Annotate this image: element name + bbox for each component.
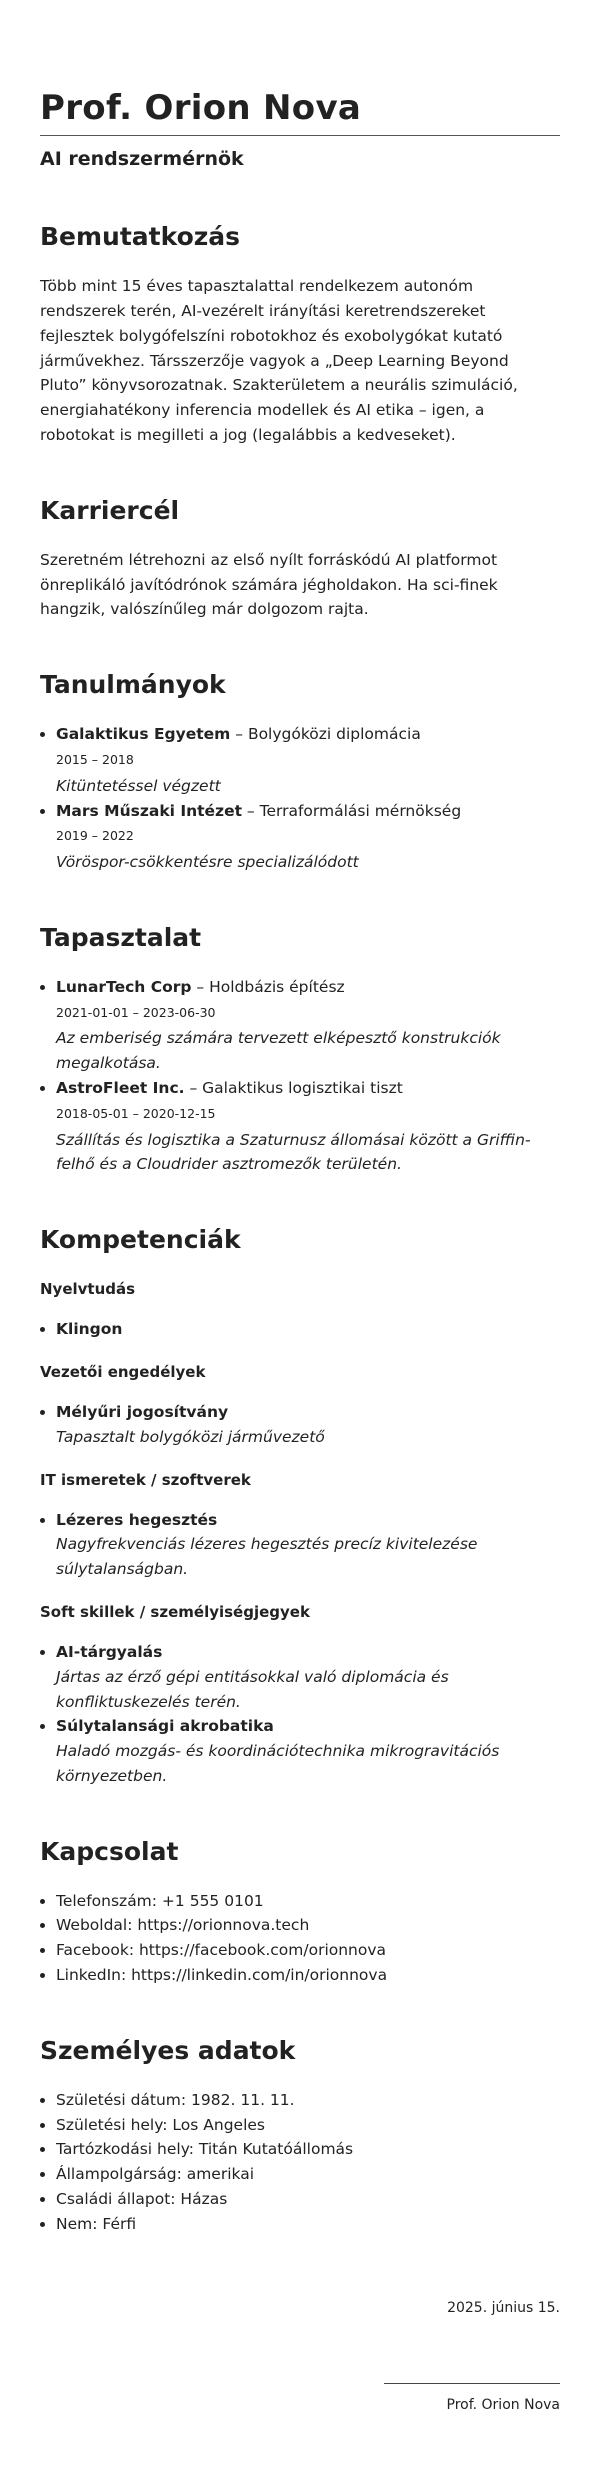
document-date: 2025. június 15. <box>447 2299 560 2316</box>
experience-item: • AstroFleet Inc. – Galaktikus logisztikai tiszt 2018-05-01 – 2020-12-15 Szállítás és logisztika a Szaturnusz állomásai között a Griffin-felhő és a Cloudrider asztromezők területén. <box>56 1076 560 1177</box>
education-item: • Mars Műszaki Intézet – Terraformálási mérnökség 2019 – 2022 Vöröspor-csökkentésre specializálódott <box>56 799 560 875</box>
competency-category: Nyelvtudás <box>40 1280 136 1299</box>
competency-item <box>56 1714 560 1788</box>
education-role: Terraformálási mérnökség <box>259 801 462 820</box>
competency-list <box>40 1317 560 1342</box>
education-item: • Galaktikus Egyetem – Bolygóközi diplomácia 2015 – 2018 Kitüntetéssel végzett <box>56 722 560 798</box>
about-heading: Bemutatkozás <box>40 222 241 252</box>
education-list <box>40 722 560 875</box>
education-role: Bolygóközi diplomácia <box>247 725 421 744</box>
personal-birthdate: • Születési dátum: 1982. 11. 11. <box>56 2088 560 2113</box>
experience-list <box>40 975 560 1177</box>
competency-category: Soft skillek / személyiségjegyek <box>40 1602 310 1621</box>
education-heading: Tanulmányok <box>40 670 226 700</box>
experience-dates: 2018-05-01 – 2020-12-15 <box>56 1105 216 1121</box>
experience-note: Az emberiség számára tervezett elképesztő konstrukciók megalkotása. <box>56 1029 501 1073</box>
job-title: AI rendszermérnök <box>40 147 244 170</box>
experience-note: Szállítás és logisztika a Szaturnusz állomásai között a Griffin-felhő és a Cloudrider asztromezők területén. <box>56 1130 531 1174</box>
competency-title: Lézeres hegesztés <box>56 1510 218 1529</box>
signature-block <box>40 2383 560 2416</box>
contact-phone: • Telefonszám: +1 555 0101 <box>56 1889 560 1914</box>
competency-list <box>40 1508 560 1582</box>
goal-heading: Karriercél <box>40 495 180 525</box>
competency-list <box>40 1400 560 1450</box>
experience-org: AstroFleet Inc. <box>56 1078 185 1097</box>
education-org: Mars Műszaki Intézet <box>56 801 242 820</box>
education-org: Galaktikus Egyetem <box>56 725 231 744</box>
competency-item <box>56 1640 560 1714</box>
competency-item <box>56 1317 560 1342</box>
competency-desc: Haladó mozgás- és koordinációtechnika mikrogravitációs környezetben. <box>56 1742 500 1785</box>
experience-role: Holdbázis építész <box>209 977 345 996</box>
personal-list <box>40 2088 560 2237</box>
competency-desc: Tapasztalt bolygóközi járművezető <box>56 1427 325 1446</box>
competency-item <box>56 1508 560 1582</box>
contact-facebook: • Facebook: https://facebook.com/orionnova <box>56 1938 560 1963</box>
contact-website: • Weboldal: https://orionnova.tech <box>56 1913 560 1938</box>
competency-category: IT ismeretek / szoftverek <box>40 1470 251 1489</box>
competency-title: Súlytalansági akrobatika <box>56 1717 274 1736</box>
competency-category: Vezetői engedélyek <box>40 1362 206 1381</box>
experience-item: • LunarTech Corp – Holdbázis építész 2021-01-01 – 2023-06-30 Az emberiség számára tervezett elképesztő konstrukciók megalkotása. <box>56 975 560 1076</box>
competencies-heading: Kompetenciák <box>40 1225 241 1255</box>
experience-dates: 2021-01-01 – 2023-06-30 <box>56 1004 216 1020</box>
personal-birthplace: • Születési hely: Los Angeles <box>56 2113 560 2138</box>
goal-text: Szeretném létrehozni az első nyílt forráskódú AI platformot önreplikáló javítódrónok számára jégholdakon. Ha sci-finek hangzik, valószínűleg már dolgozom rajta. <box>40 550 498 619</box>
title-divider <box>40 135 560 136</box>
competency-title: Klingon <box>56 1320 123 1339</box>
signature-line <box>384 2383 560 2384</box>
competency-title: AI-tárgyalás <box>56 1642 163 1661</box>
contact-linkedin: • LinkedIn: https://linkedin.com/in/orionnova <box>56 1963 560 1988</box>
personal-gender: • Nem: Férfi <box>56 2212 560 2237</box>
experience-org: LunarTech Corp <box>56 977 192 996</box>
competency-list <box>40 1640 560 1789</box>
experience-heading: Tapasztalat <box>40 922 202 952</box>
education-dates: 2019 – 2022 <box>56 828 134 844</box>
cv-name: Prof. Orion Nova <box>40 88 362 128</box>
education-note: Vöröspor-csökkentésre specializálódott <box>56 853 359 872</box>
competency-item <box>56 1400 560 1450</box>
competency-desc: Nagyfrekvenciás lézeres hegesztés precíz kivitelezése súlytalanságban. <box>56 1535 478 1579</box>
personal-residence: • Tartózkodási hely: Titán Kutatóállomás <box>56 2137 560 2162</box>
personal-citizenship: • Állampolgárság: amerikai <box>56 2162 560 2187</box>
experience-role: Galaktikus logisztikai tiszt <box>202 1078 403 1097</box>
competency-title: Mélyűri jogosítvány <box>56 1402 229 1421</box>
education-dates: 2015 – 2018 <box>56 751 134 767</box>
education-note: Kitüntetéssel végzett <box>56 776 221 795</box>
personal-marital-status: • Családi állapot: Házas <box>56 2187 560 2212</box>
about-text: Több mint 15 éves tapasztalattal rendelkezem autonóm rendszerek terén, AI-vezérelt irányítási keretrendszereket fejlesztek bolygófelszíni robotokhoz és exobolygókat kutató járművekhez. Társszerzője vagyok a „Deep Learning Beyond Pluto” könyvsorozatnak. Szakterületem a neurális szimuláció, energiahatékony inferencia modellek és AI etika – igen, a robotokat is megilleti a jog (legalábbis a kedveseket). <box>40 277 518 444</box>
competency-desc: Jártas az érző gépi entitásokkal való diplomácia és konfliktuskezelés terén. <box>56 1667 449 1711</box>
contact-list <box>40 1889 560 1988</box>
contact-heading: Kapcsolat <box>40 1836 179 1866</box>
personal-heading: Személyes adatok <box>40 2035 296 2065</box>
signature-name: Prof. Orion Nova <box>446 2397 560 2414</box>
